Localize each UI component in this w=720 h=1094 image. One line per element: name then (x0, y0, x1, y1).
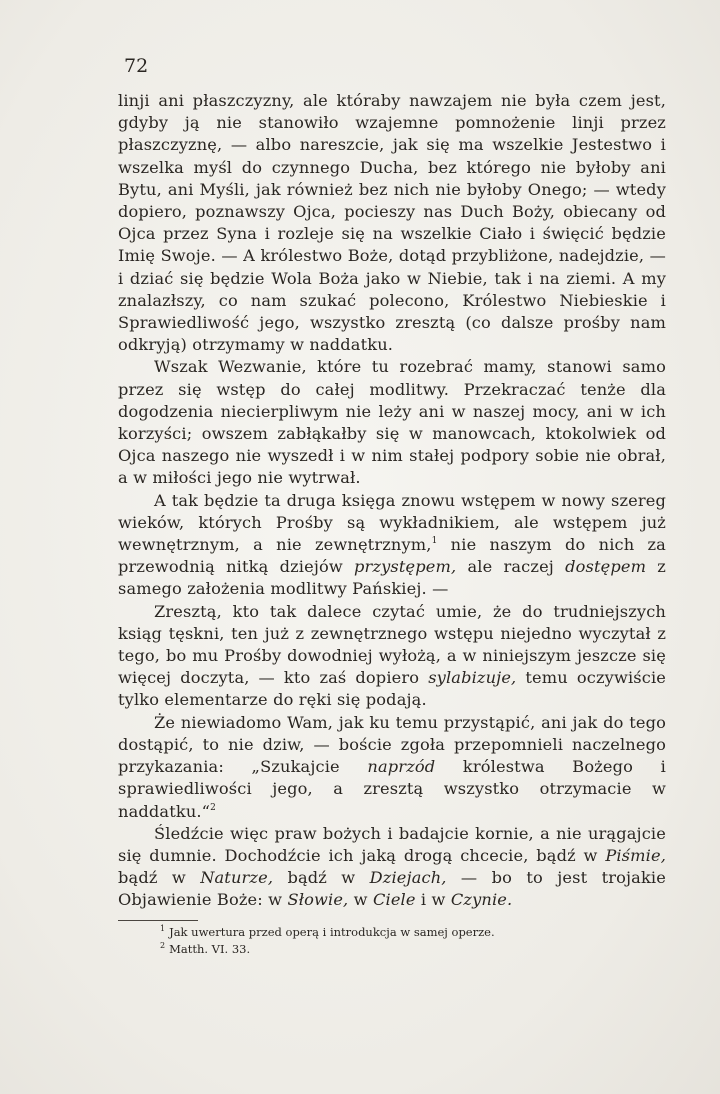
footnote-mark: 2 (160, 941, 166, 950)
paragraph (118, 601, 666, 712)
text-run: Śledźcie więc praw bożych i badajcie kornie, a nie urągajcie się dumnie. Dochodźcie ich jaką drogą chcecie, bądź w (118, 823, 666, 865)
paragraph (118, 356, 666, 489)
footnote (160, 924, 640, 941)
text-run: królestwa Bożego i sprawiedliwości jego, a zresztą wszystko otrzymacie w naddatku.“ (118, 757, 666, 821)
text-run: A tak będzie ta druga księga znowu wstępem w nowy szereg wieków, których Prośby są wykładnikiem, ale wstępem już wewnętrznym, a nie zewnętrznym, (118, 490, 666, 555)
footnote-text: Matth. VI. 33. (169, 942, 251, 956)
text-run: i w (415, 890, 451, 910)
italic-text: Czynie. (450, 890, 513, 910)
footnote-ref: 1 (431, 536, 438, 547)
footnote-ref: 2 (210, 802, 217, 813)
text-run: Wszak Wezwanie, które tu rozebrać mamy, stanowi samo przez się wstęp do całej modlitwy. Przekraczać tenże dla dogodzenia niecierpliwym nie leży ani w naszej mocy, ani w ich korzyści; owszem zabłąkałby się w manowcach, ktokolwiek od Ojca naszego nie wyszedł i w nim stałej podpory sobie nie obrał, a w miłości jego nie wytrwał. (118, 357, 666, 488)
text-run: temu oczywiście tylko elementarze do ręki się podają. (118, 668, 667, 710)
text-run: nie naszym do nich za przewodnią nitką dziejów (118, 535, 666, 577)
text-run: linji ani płaszczyzny, ale któraby nawzajem nie była czem jest, gdyby ją nie stanowiło wzajemne pomnożenie linji przez płaszczyznę, — albo nareszcie, jak się ma wszelkie Jestestwo i wszelka myśl do czynnego Ducha, bez którego nie byłoby ani Bytu, ani Myśli, jak również bez nich nie byłoby Onego; — wtedy dopiero, poznawszy Ojca, pocieszy nas Duch Boży, obiecany od Ojca przez Syna i rozleje się na wszelkie Ciało i święcić będzie Imię Swoje. — A królestwo Boże, dotąd przybliżone, nadejdzie, — i dziać się będzie Wola Boża jako w Niebie, tak i na ziemi. A my znalazłszy, co nam szukać polecono, Królestwo Niebieskie i Sprawiedliwość jego, wszystko zresztą (co dalsze prośby nam odkryją) otrzymamy w naddatku. (118, 91, 666, 355)
paragraph (118, 90, 666, 356)
italic-text: naprzód (367, 757, 436, 777)
text-run: ale raczej (456, 557, 566, 577)
footnote-text: Jak uwertura przed operą i introdukcja w samej operze. (169, 925, 495, 939)
italic-text: Ciele (372, 890, 416, 910)
footnotes (160, 924, 640, 958)
footnote-mark: 1 (160, 924, 166, 933)
italic-text: Naturze, (200, 868, 274, 888)
text-run: Że niewiadomo Wam, jak ku temu przystąpić, ani jak do tego dostąpić, to nie dziw, — boście zgoła przepomnieli naczelnego przykazania: „Szukajcie (118, 712, 666, 777)
paragraph (118, 490, 666, 601)
text-run: — bo to jest trojakie Objawienie Boże: w (118, 868, 666, 910)
italic-text: przystępem, (354, 557, 457, 577)
italic-text: Dziejach, (369, 868, 447, 888)
italic-text: Piśmie, (605, 845, 666, 865)
text-run: Zresztą, kto tak dalece czytać umie, że do trudniejszych ksiąg tęskni, ten już z zewnętrznego wstępu niejedno wyczytał z tego, bo mu Prośby dowodniej wyłożą, a w niniejszym jeszcze się więcej doczyta, — kto zaś dopiero (118, 601, 666, 688)
text-run: bądź w (273, 868, 370, 888)
body-text (118, 90, 666, 912)
text-run: bądź w (118, 868, 201, 888)
paragraph (118, 712, 666, 823)
footnote-separator (118, 920, 198, 921)
footnote (160, 941, 640, 958)
text-run: z samego założenia modlitwy Pańskiej. — (118, 557, 666, 599)
italic-text: dostępem (565, 557, 647, 577)
paragraph (118, 823, 666, 912)
text-run: w (348, 890, 373, 910)
italic-text: Słowie, (287, 890, 349, 910)
page-number: 72 (124, 55, 149, 77)
italic-text: sylabizuje, (428, 668, 517, 688)
